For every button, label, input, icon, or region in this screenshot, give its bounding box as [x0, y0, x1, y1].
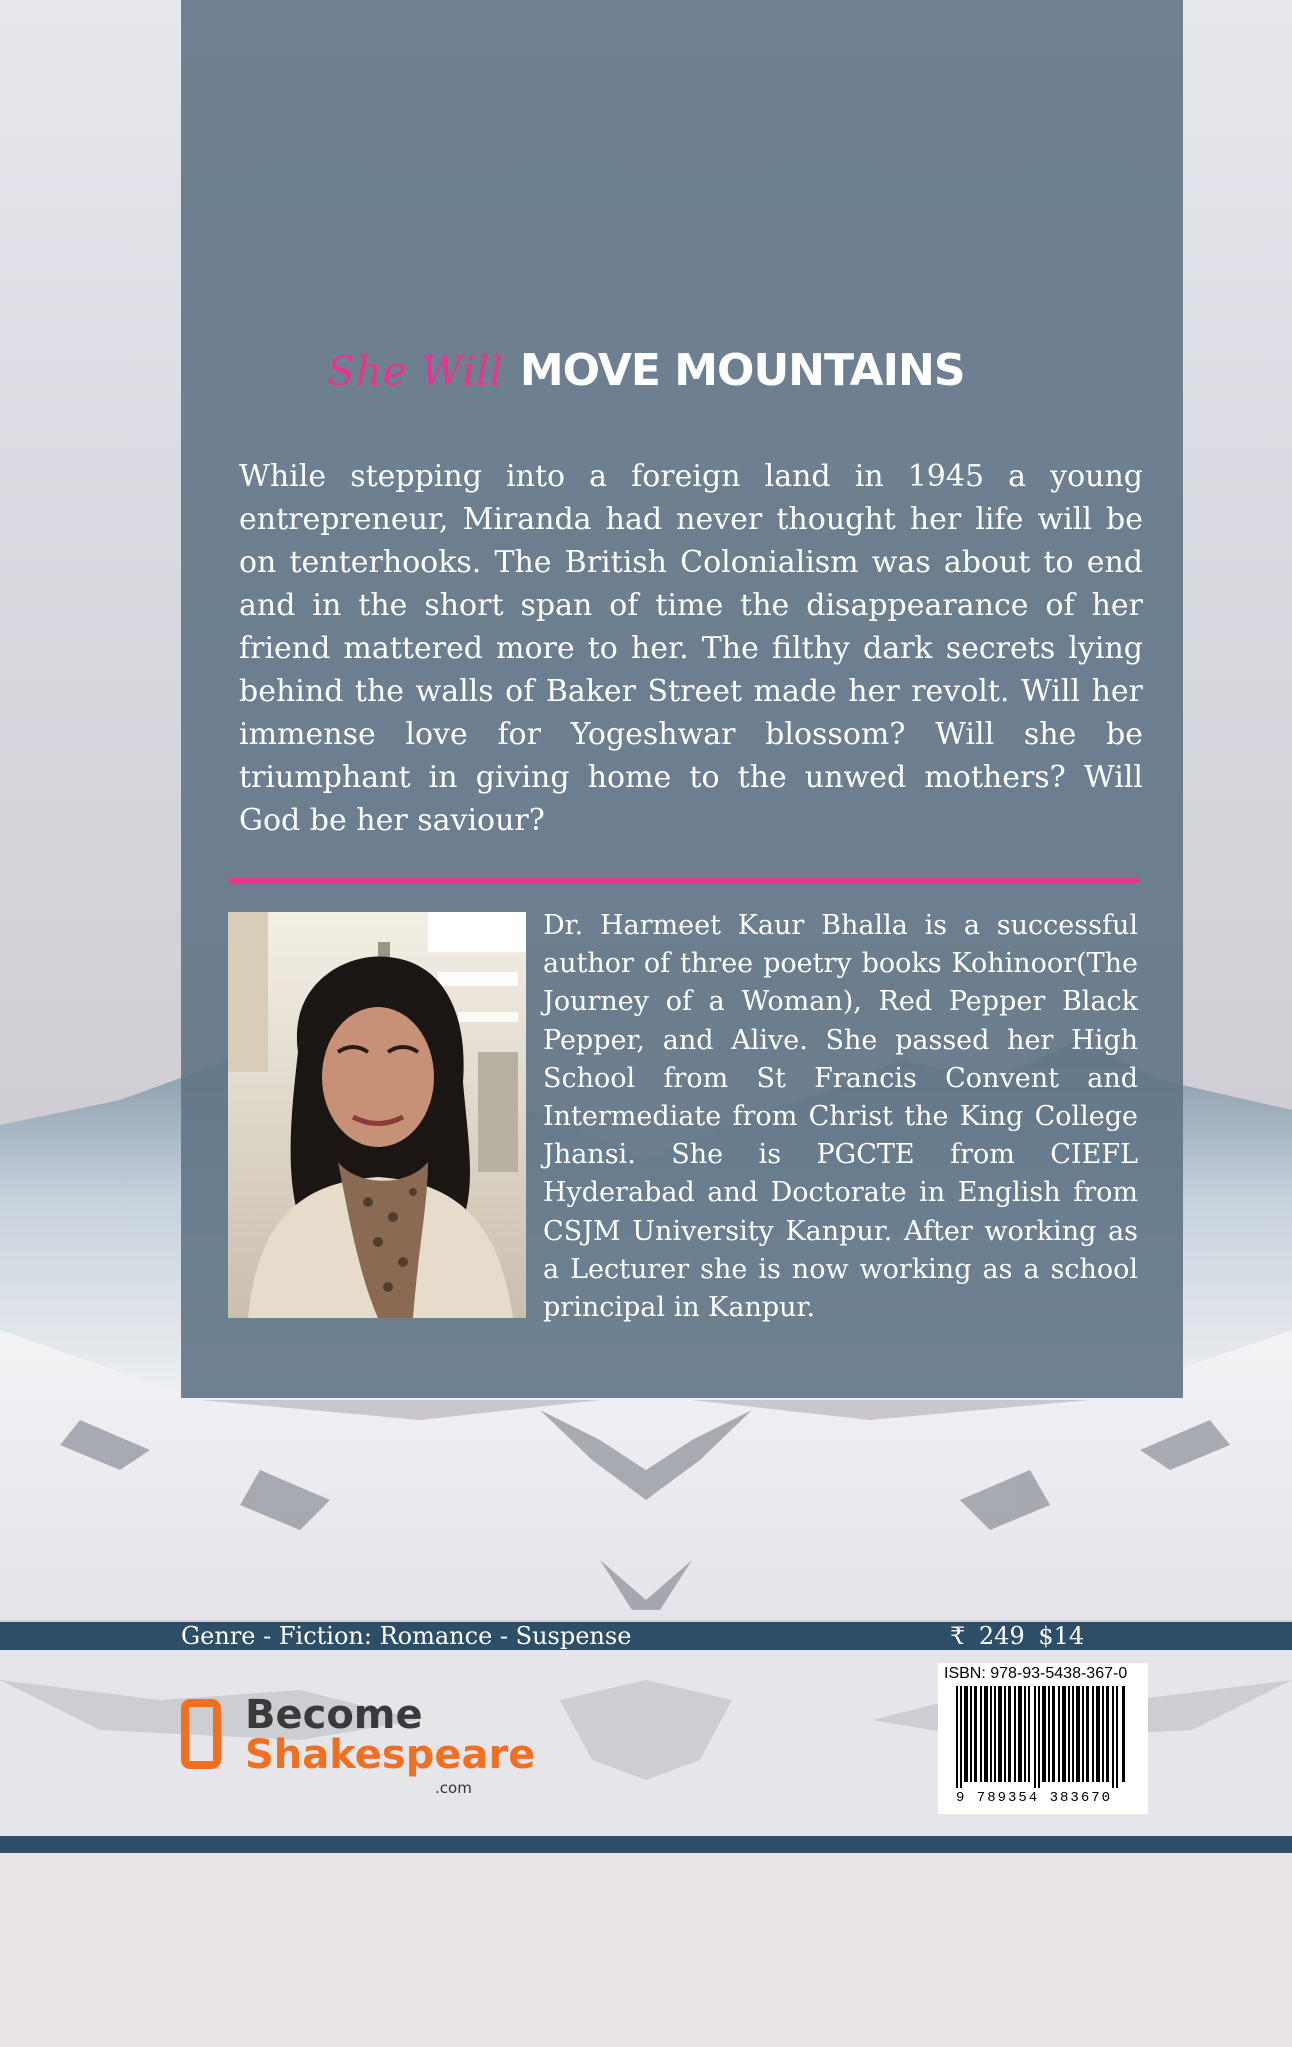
barcode-digits: 9 789354 383670 — [956, 1790, 1113, 1806]
price-label: ₹ 249 $14 — [950, 1622, 1085, 1650]
publisher-logo — [181, 1692, 561, 1797]
isbn-barcode — [938, 1663, 1148, 1814]
publisher-name-line2: Shakespeare — [245, 1732, 536, 1778]
barcode-icon — [956, 1686, 1128, 1788]
author-bio: Dr. Harmeet Kaur Bhalla is a successful author of three poetry books Kohinoor(The Journey of a Woman), Red Pepper Black Pepper, and Alive. She passed her High School from St Francis Convent and Intermediate from Christ the King College Jhansi. She is PGCTE from CIEFL Hyderabad and Doctorate in English from CSJM University Kanpur. After working as a Lecturer she is now working as a school principal in Kanpur. — [543, 910, 1138, 1324]
phone-icon — [181, 1699, 221, 1769]
book-blurb: While stepping into a foreign land in 1945 a young entrepreneur, Miranda had never thought her life will be on tenterhooks. The British Colonialism was about to end and in the short span of time the disappearance of her friend mattered more to her. The filthy dark secrets lying behind the walls of Baker Street made her revolt. Will her immense love for Yogeshwar blossom? Will she be triumphant in giving home to the unwed mothers? Will God be her saviour? — [239, 459, 1143, 838]
author-photo — [228, 912, 526, 1318]
bottom-bar — [0, 1836, 1292, 1853]
publisher-name-line1: Become — [245, 1692, 423, 1738]
isbn-label: ISBN: 978-93-5438-367-0 — [944, 1665, 1128, 1682]
section-divider — [229, 878, 1140, 883]
book-title — [0, 345, 1292, 396]
publisher-suffix: .com — [435, 1779, 472, 1797]
title-script-part: She Will — [327, 349, 504, 395]
title-bold-part: MOVE MOUNTAINS — [519, 345, 965, 396]
genre-label: Genre - Fiction: Romance - Suspense — [181, 1622, 632, 1650]
